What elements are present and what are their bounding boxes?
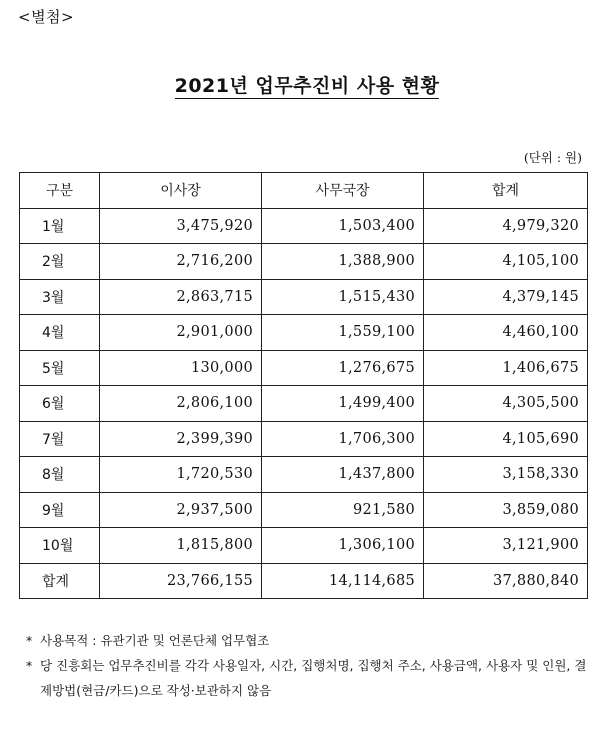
column-header-category: 구분 xyxy=(20,173,100,209)
row-label: 5월 xyxy=(20,350,100,386)
secretary-amount: 1,503,400 xyxy=(262,208,424,244)
table-total-row xyxy=(20,563,588,599)
secretary-amount: 1,276,675 xyxy=(262,350,424,386)
table-row xyxy=(20,315,588,351)
footnote-purpose-text: 사용목적 : 유관기관 및 언론단체 업무협조 xyxy=(40,633,270,648)
table-header-row xyxy=(20,173,588,209)
total-amount: 3,859,080 xyxy=(424,492,588,528)
unit-note: (단위 : 원) xyxy=(523,150,582,165)
grand-total: 37,880,840 xyxy=(424,563,588,599)
table-row xyxy=(20,279,588,315)
table-row xyxy=(20,208,588,244)
attachment-label: <별첨> xyxy=(18,8,75,26)
row-label: 2월 xyxy=(20,244,100,280)
chairman-amount: 2,716,200 xyxy=(100,244,262,280)
total-amount: 4,379,145 xyxy=(424,279,588,315)
secretary-grand-total: 14,114,685 xyxy=(262,563,424,599)
row-label: 9월 xyxy=(20,492,100,528)
row-label: 7월 xyxy=(20,421,100,457)
total-amount: 3,158,330 xyxy=(424,457,588,493)
total-amount: 4,305,500 xyxy=(424,386,588,422)
secretary-amount: 1,388,900 xyxy=(262,244,424,280)
footnote xyxy=(26,653,596,703)
chairman-amount: 3,475,920 xyxy=(100,208,262,244)
secretary-amount: 1,515,430 xyxy=(262,279,424,315)
total-row-label: 합계 xyxy=(20,563,100,599)
chairman-amount: 1,720,530 xyxy=(100,457,262,493)
chairman-amount: 2,937,500 xyxy=(100,492,262,528)
chairman-amount: 2,901,000 xyxy=(100,315,262,351)
document-title-text: 2021년 업무추진비 사용 현황 xyxy=(174,75,440,97)
table-row xyxy=(20,350,588,386)
row-label: 1월 xyxy=(20,208,100,244)
chairman-amount: 2,806,100 xyxy=(100,386,262,422)
chairman-amount: 130,000 xyxy=(100,350,262,386)
secretary-amount: 1,306,100 xyxy=(262,528,424,564)
table-row xyxy=(20,244,588,280)
footnote-asterisk: * xyxy=(26,658,33,673)
row-label: 8월 xyxy=(20,457,100,493)
total-amount: 4,979,320 xyxy=(424,208,588,244)
secretary-amount: 1,559,100 xyxy=(262,315,424,351)
chairman-grand-total: 23,766,155 xyxy=(100,563,262,599)
row-label: 3월 xyxy=(20,279,100,315)
table-row xyxy=(20,492,588,528)
footnote-asterisk: * xyxy=(26,633,33,648)
document-title xyxy=(0,71,614,98)
secretary-amount: 921,580 xyxy=(262,492,424,528)
total-amount: 4,105,690 xyxy=(424,421,588,457)
secretary-amount: 1,499,400 xyxy=(262,386,424,422)
chairman-amount: 2,399,390 xyxy=(100,421,262,457)
table-row xyxy=(20,528,588,564)
footnote-records-text: 당 진흥회는 업무추진비를 각각 사용일자, 시간, 집행처명, 집행처 주소, 사용금액, 사용자 및 인원, 결제방법(현금/카드)으로 작성·보관하지 않음 xyxy=(40,658,587,698)
total-amount: 1,406,675 xyxy=(424,350,588,386)
footnote xyxy=(26,628,596,653)
table-row xyxy=(20,386,588,422)
row-label: 10월 xyxy=(20,528,100,564)
chairman-amount: 2,863,715 xyxy=(100,279,262,315)
total-amount: 4,105,100 xyxy=(424,244,588,280)
total-amount: 4,460,100 xyxy=(424,315,588,351)
secretary-amount: 1,437,800 xyxy=(262,457,424,493)
row-label: 4월 xyxy=(20,315,100,351)
chairman-amount: 1,815,800 xyxy=(100,528,262,564)
column-header-chairman: 이사장 xyxy=(100,173,262,209)
secretary-amount: 1,706,300 xyxy=(262,421,424,457)
table-row xyxy=(20,457,588,493)
table-row xyxy=(20,421,588,457)
footnotes xyxy=(26,628,596,703)
row-label: 6월 xyxy=(20,386,100,422)
column-header-total: 합계 xyxy=(424,173,588,209)
total-amount: 3,121,900 xyxy=(424,528,588,564)
column-header-secretary: 사무국장 xyxy=(262,173,424,209)
usage-table xyxy=(19,172,588,599)
